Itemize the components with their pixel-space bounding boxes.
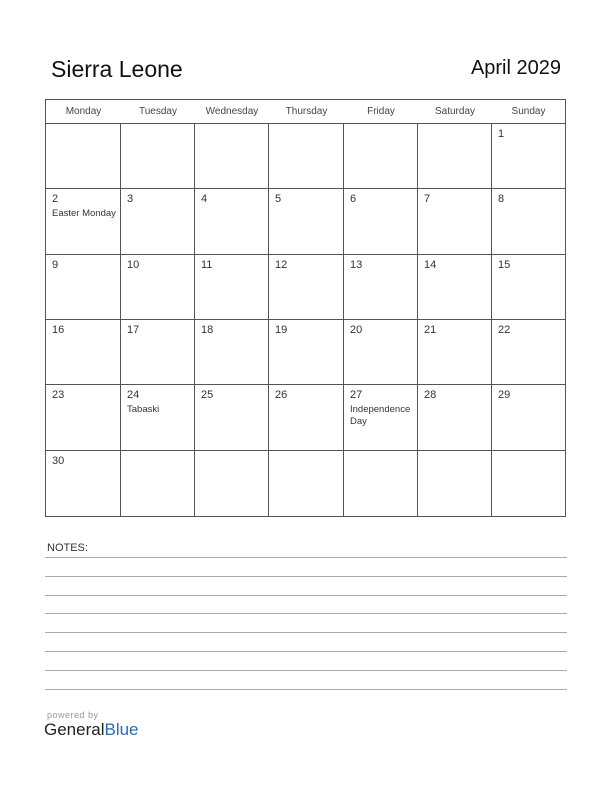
day-cell: [492, 255, 565, 320]
day-cell: [46, 124, 121, 189]
day-number: 2: [52, 193, 59, 206]
day-cell: [344, 124, 418, 189]
day-cell: [195, 189, 269, 254]
weekday-header: Sunday: [492, 100, 565, 124]
note-line: [45, 689, 567, 690]
day-number: 16: [52, 324, 65, 336]
day-number: 13: [350, 258, 363, 271]
day-number: 5: [275, 193, 282, 206]
note-line: [45, 632, 567, 633]
day-cell: [46, 320, 121, 385]
day-number: 15: [498, 258, 511, 271]
powered-by-text: powered by: [47, 710, 99, 720]
weekday-header: Friday: [344, 100, 418, 124]
day-cell: [195, 385, 269, 450]
day-number: 14: [424, 258, 437, 271]
day-number: 6: [350, 193, 357, 206]
day-number: 17: [127, 324, 140, 336]
note-line: [45, 576, 567, 577]
day-cell: [46, 189, 121, 254]
day-number: 9: [52, 258, 59, 271]
day-cell: [418, 124, 492, 189]
note-line: [45, 557, 567, 558]
note-line: [45, 670, 567, 671]
day-number: 8: [498, 193, 505, 206]
weekday-header: Thursday: [269, 100, 344, 124]
day-number: 25: [201, 389, 214, 402]
day-cell: [121, 255, 195, 320]
notes-label: NOTES:: [47, 542, 88, 554]
month-year-title: April 2029: [470, 57, 561, 79]
day-number: 24: [127, 389, 140, 402]
day-cell: [418, 320, 492, 385]
day-number: 3: [127, 193, 134, 206]
holiday-label: Easter Monday: [52, 208, 116, 220]
day-number: 1: [498, 128, 505, 140]
day-number: 26: [275, 389, 288, 402]
day-cell: [418, 255, 492, 320]
day-cell: [344, 385, 418, 450]
day-cell: [344, 451, 418, 516]
day-cell: [344, 189, 418, 254]
day-number: 28: [424, 389, 437, 402]
day-number: 19: [275, 324, 288, 336]
day-number: 18: [201, 324, 214, 336]
brand-general-text: General: [44, 720, 105, 739]
day-number: 4: [201, 193, 208, 206]
brand-logo[interactable]: [44, 720, 139, 740]
day-number: 20: [350, 324, 363, 336]
day-cell: [492, 385, 565, 450]
day-number: 29: [498, 389, 511, 402]
day-cell: [269, 124, 344, 189]
day-number: 30: [52, 454, 65, 467]
day-cell: [269, 255, 344, 320]
day-cell: [121, 189, 195, 254]
day-cell: [269, 385, 344, 450]
day-number: 23: [52, 389, 65, 402]
day-cell: [121, 124, 195, 189]
day-number: 12: [275, 258, 288, 271]
holiday-label: Independence Day: [350, 404, 411, 428]
day-number: 11: [201, 258, 213, 271]
note-line: [45, 651, 567, 652]
day-cell: [269, 320, 344, 385]
day-number: 7: [424, 193, 431, 206]
holiday-label: Tabaski: [127, 404, 160, 416]
day-cell: [492, 124, 565, 189]
day-cell: [344, 320, 418, 385]
day-cell: [418, 189, 492, 254]
day-cell: [46, 451, 121, 516]
day-cell: [46, 255, 121, 320]
day-number: 10: [127, 258, 140, 271]
country-title: Sierra Leone: [51, 56, 183, 82]
day-cell: [269, 451, 344, 516]
weekday-header: Wednesday: [195, 100, 269, 124]
day-number: 21: [424, 324, 437, 336]
weekday-header: Saturday: [418, 100, 492, 124]
day-cell: [269, 189, 344, 254]
brand-blue-text: Blue: [104, 720, 139, 739]
day-cell: [195, 320, 269, 385]
day-cell: [344, 255, 418, 320]
day-cell: [195, 124, 269, 189]
day-number: 27: [350, 389, 363, 402]
calendar-grid: [45, 99, 566, 517]
day-cell: [492, 451, 565, 516]
day-cell: [195, 255, 269, 320]
note-line: [45, 613, 567, 614]
note-line: [45, 595, 567, 596]
day-number: 22: [498, 324, 511, 336]
day-cell: [121, 451, 195, 516]
day-cell: [46, 385, 121, 450]
day-cell: [195, 451, 269, 516]
day-cell: [492, 320, 565, 385]
day-cell: [121, 385, 195, 450]
weekday-header: Tuesday: [121, 100, 195, 124]
day-cell: [492, 189, 565, 254]
weekday-header: Monday: [46, 100, 121, 124]
day-cell: [418, 385, 492, 450]
day-cell: [121, 320, 195, 385]
day-cell: [418, 451, 492, 516]
